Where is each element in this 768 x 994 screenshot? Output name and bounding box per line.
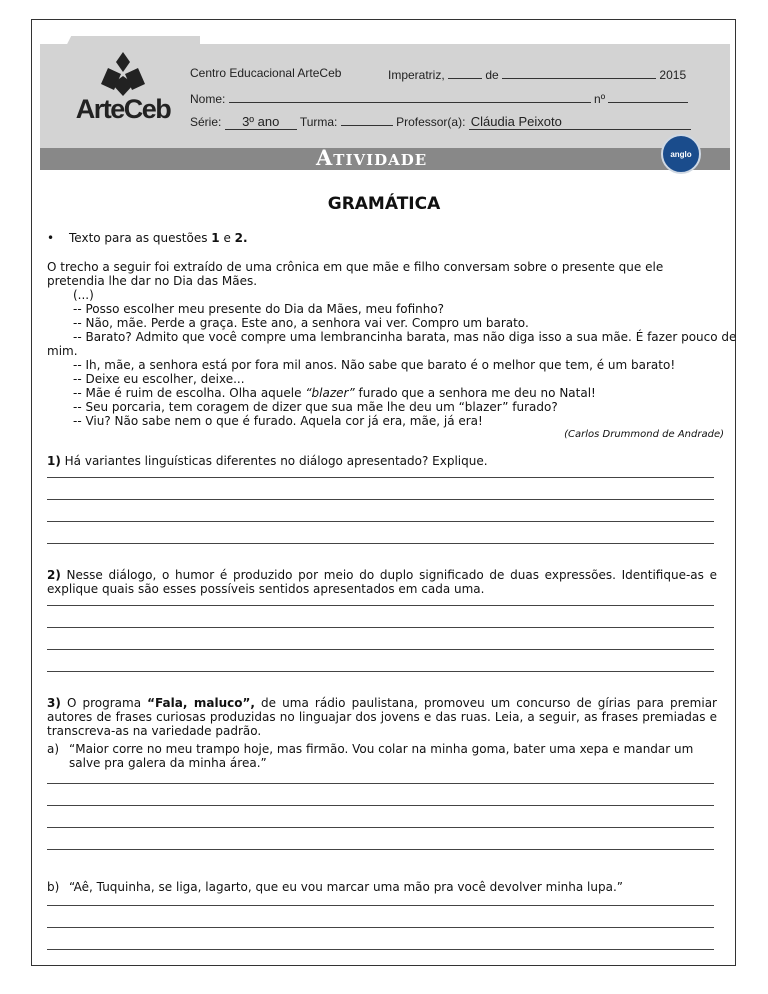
question-3a-label: a) (47, 742, 60, 756)
dialogue-line: -- Deixe eu escolher, deixe... (73, 372, 245, 386)
answer-line[interactable] (47, 477, 714, 478)
question-2: 2) Nesse diálogo, o humor é produzido por meio do duplo significado de duas expressões. Identifique-as e explique quais são esses possíveis sentidos apresentados em cada uma. (47, 568, 717, 596)
answer-line[interactable] (47, 521, 714, 522)
question-3b: “Aê, Tuquinha, se liga, lagarto, que eu vou marcar uma mão pra você devolver minha lupa.” (69, 880, 623, 894)
school-name: Centro Educacional ArteCeb (190, 66, 342, 80)
answer-line[interactable] (47, 671, 714, 672)
dialogue-line: -- Ih, mãe, a senhora está por fora mil anos. Não sabe que barato é o melhor que tem, é um barato! (73, 358, 676, 372)
date-separator: de (485, 68, 499, 82)
school-logo (64, 46, 182, 142)
bullet: • (47, 231, 55, 245)
answer-line[interactable] (47, 649, 714, 650)
dialogue-line: -- Mãe é ruim de escolha. Olha aquele “blazer” furado que a senhora me deu no Natal! (73, 386, 596, 400)
answer-line[interactable] (47, 949, 714, 950)
question-3: 3) O programa “Fala, maluco”, de uma rádio paulistana, promoveu um concurso de gírias para premiar autores de frases curiosas produzidas no linguajar dos jovens e das ruas. Leia, a seguir, as frases premiadas e transcreva-as na variedade padrão. (47, 696, 717, 738)
answer-line[interactable] (47, 827, 714, 828)
name-field[interactable] (229, 90, 591, 103)
dialogue-line: mim. (47, 344, 78, 358)
citation: (Carlos Drummond de Andrade) (564, 429, 724, 440)
question-1: 1) Há variantes linguísticas diferentes no diálogo apresentado? Explique. (47, 454, 488, 468)
answer-line[interactable] (47, 499, 714, 500)
number-field[interactable] (608, 90, 688, 103)
dialogue-line: -- Viu? Não sabe nem o que é furado. Aquela cor já era, mãe, já era! (73, 414, 483, 428)
class-field[interactable] (341, 113, 393, 126)
passage-intro: O trecho a seguir foi extraído de uma crônica em que mãe e filho conversam sobre o presente que ele pretendia lhe dar no Dia das Mães. (47, 260, 664, 288)
answer-line[interactable] (47, 849, 714, 850)
day-field[interactable] (448, 66, 482, 79)
dialogue-line: -- Não, mãe. Perde a graça. Este ano, a senhora vai ver. Compro um barato. (73, 316, 529, 330)
header-line-date (388, 66, 686, 82)
answer-line[interactable] (47, 627, 714, 628)
badge-label: anglo (670, 150, 692, 159)
number-label: nº (594, 92, 606, 106)
dialogue-line: (...) (73, 288, 94, 302)
grade-field[interactable]: 3º ano (225, 114, 297, 130)
teacher-label: Professor(a): (396, 115, 466, 129)
class-label: Turma: (299, 115, 338, 129)
teacher-field[interactable]: Cláudia Peixoto (469, 114, 691, 130)
anglo-badge-icon (661, 134, 701, 174)
activity-banner-title: Atividade (316, 145, 428, 170)
section-title: GRAMÁTICA (327, 194, 441, 214)
dialogue-line: -- Seu porcaria, tem coragem de dizer que sua mãe lhe deu um “blazer” furado? (73, 400, 558, 414)
dialogue-line: -- Posso escolher meu presente do Dia da Mães, meu fofinho? (73, 302, 445, 316)
passage-heading: Texto para as questões 1 e 2. (69, 231, 248, 245)
logo-wordmark: ArteCeb (75, 94, 171, 124)
month-field[interactable] (502, 66, 656, 79)
name-label: Nome: (190, 92, 226, 106)
answer-line[interactable] (47, 805, 714, 806)
question-3b-label: b) (47, 880, 60, 894)
dialogue-line: -- Barato? Admito que você compre uma lembrancinha barata, mas não diga isso a sua mãe. É fazer pouco de (73, 330, 737, 344)
grade-label: Série: (190, 115, 222, 129)
header-line-school (190, 66, 341, 80)
answer-line[interactable] (47, 605, 714, 606)
header-line-grade (190, 113, 691, 130)
header-line-name (190, 90, 688, 106)
answer-line[interactable] (47, 927, 714, 928)
answer-line[interactable] (47, 905, 714, 906)
answer-line[interactable] (47, 543, 714, 544)
city-label: Imperatriz, (388, 68, 445, 82)
answer-line[interactable] (47, 783, 714, 784)
year: 2015 (659, 68, 687, 82)
question-3a: “Maior corre no meu trampo hoje, mas firmão. Vou colar na minha goma, bater uma xepa e mandar um salve pra galera da minha área.” (69, 742, 694, 770)
